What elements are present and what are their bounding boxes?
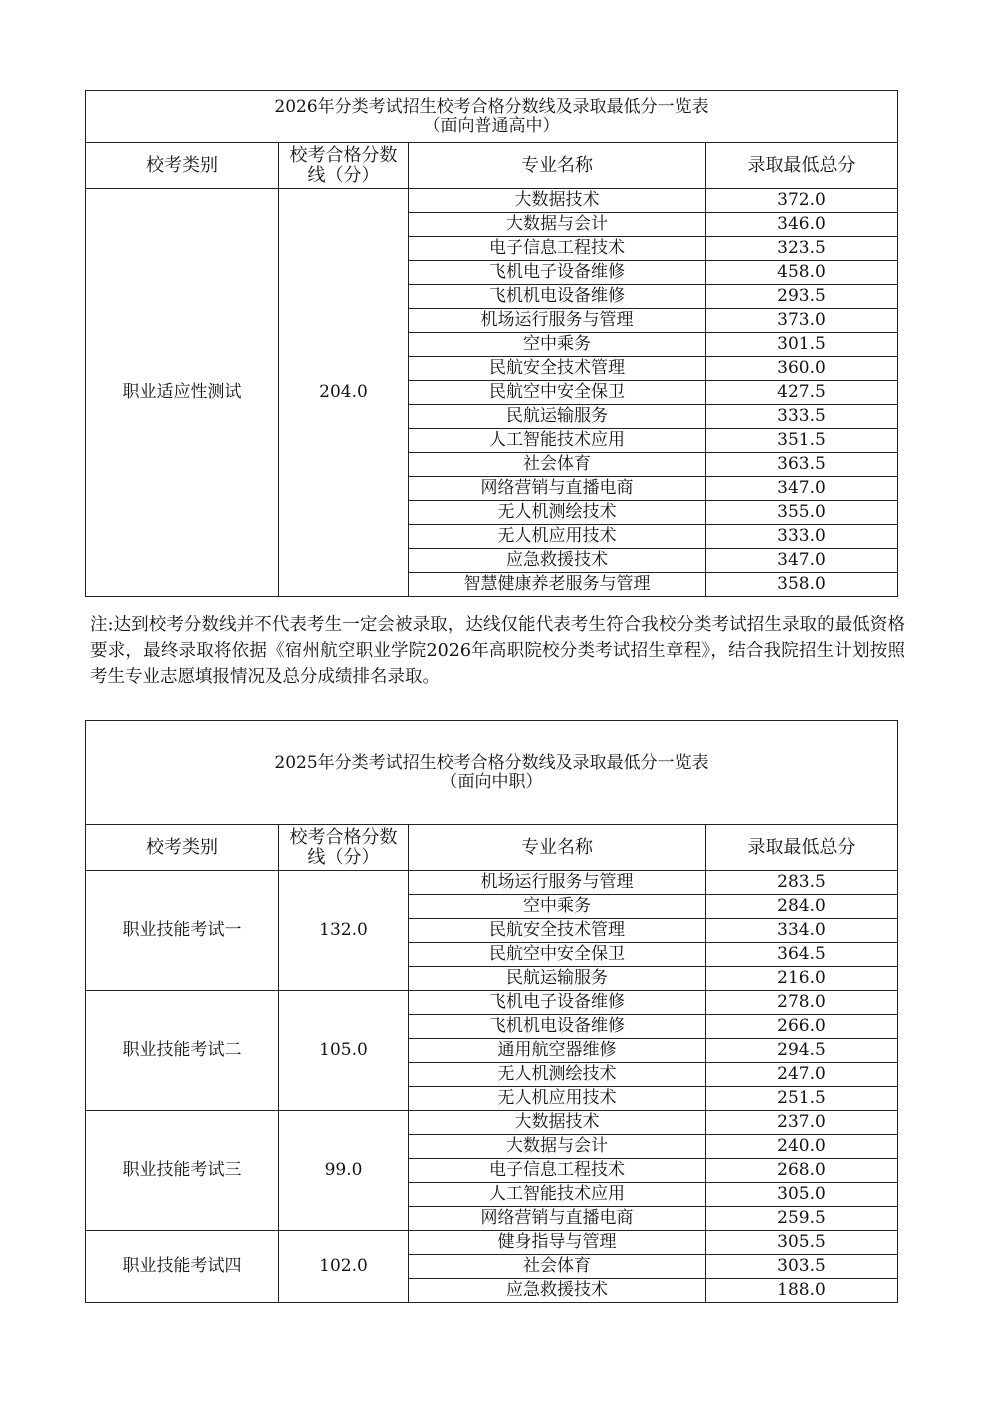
table-title: 2026年分类考试招生校考合格分数线及录取最低分一览表 <box>274 96 709 117</box>
major-cell: 飞机电子设备维修 <box>409 991 706 1015</box>
table-row <box>86 189 898 213</box>
major-cell: 社会体育 <box>409 1255 706 1279</box>
major-cell: 民航安全技术管理 <box>409 357 706 381</box>
min-score-cell: 351.5 <box>706 429 898 453</box>
major-cell: 大数据技术 <box>409 189 706 213</box>
major-cell: 民航安全技术管理 <box>409 919 706 943</box>
major-cell: 飞机机电设备维修 <box>409 285 706 309</box>
category-cell: 职业技能考试三 <box>86 1111 279 1231</box>
min-score-cell: 305.5 <box>706 1231 898 1255</box>
min-score-cell: 216.0 <box>706 967 898 991</box>
major-cell: 空中乘务 <box>409 333 706 357</box>
table-row <box>86 1231 898 1255</box>
major-cell: 无人机应用技术 <box>409 525 706 549</box>
min-score-cell: 303.5 <box>706 1255 898 1279</box>
major-cell: 人工智能技术应用 <box>409 1183 706 1207</box>
header-min-score: 录取最低总分 <box>706 825 898 871</box>
major-cell: 无人机测绘技术 <box>409 501 706 525</box>
table-row <box>86 991 898 1015</box>
min-score-cell: 360.0 <box>706 357 898 381</box>
major-cell: 飞机机电设备维修 <box>409 1015 706 1039</box>
min-score-cell: 247.0 <box>706 1063 898 1087</box>
header-category: 校考类别 <box>86 825 279 871</box>
major-cell: 空中乘务 <box>409 895 706 919</box>
min-score-cell: 188.0 <box>706 1279 898 1303</box>
major-cell: 机场运行服务与管理 <box>409 309 706 333</box>
note-text: 注:达到校考分数线并不代表考生一定会被录取，达线仅能代表考生符合我校分类考试招生录取的最低资格要求，最终录取将依据《宿州航空职业学院2026年高职院校分类考试招生章程》，结合我院招生计划按照考生专业志愿填报情况及总分成绩排名录取。 <box>90 615 905 687</box>
pass-score-cell: 132.0 <box>279 871 409 991</box>
min-score-cell: 347.0 <box>706 477 898 501</box>
min-score-cell: 283.5 <box>706 871 898 895</box>
min-score-cell: 237.0 <box>706 1111 898 1135</box>
major-cell: 无人机测绘技术 <box>409 1063 706 1087</box>
min-score-cell: 427.5 <box>706 381 898 405</box>
pass-score-cell: 105.0 <box>279 991 409 1111</box>
header-min-score: 录取最低总分 <box>706 143 898 189</box>
min-score-cell: 284.0 <box>706 895 898 919</box>
header-pass-score <box>279 825 409 871</box>
pass-score-cell: 204.0 <box>279 189 409 597</box>
major-cell: 健身指导与管理 <box>409 1231 706 1255</box>
major-cell: 民航空中安全保卫 <box>409 943 706 967</box>
min-score-cell: 240.0 <box>706 1135 898 1159</box>
major-cell: 飞机电子设备维修 <box>409 261 706 285</box>
min-score-cell: 346.0 <box>706 213 898 237</box>
major-cell: 大数据技术 <box>409 1111 706 1135</box>
min-score-cell: 458.0 <box>706 261 898 285</box>
header-pass-score-line1: 校考合格分数 <box>289 144 398 166</box>
major-cell: 电子信息工程技术 <box>409 1159 706 1183</box>
major-cell: 民航运输服务 <box>409 405 706 429</box>
min-score-cell: 293.5 <box>706 285 898 309</box>
score-table-2025 <box>85 720 898 1303</box>
major-cell: 应急救援技术 <box>409 549 706 573</box>
min-score-cell: 358.0 <box>706 573 898 597</box>
header-major: 专业名称 <box>409 825 706 871</box>
header-pass-score-line1: 校考合格分数 <box>289 826 398 848</box>
major-cell: 网络营销与直播电商 <box>409 477 706 501</box>
min-score-cell: 323.5 <box>706 237 898 261</box>
major-cell: 人工智能技术应用 <box>409 429 706 453</box>
min-score-cell: 364.5 <box>706 943 898 967</box>
min-score-cell: 372.0 <box>706 189 898 213</box>
major-cell: 网络营销与直播电商 <box>409 1207 706 1231</box>
major-cell: 电子信息工程技术 <box>409 237 706 261</box>
header-category: 校考类别 <box>86 143 279 189</box>
score-table-2026 <box>85 90 898 597</box>
major-cell: 智慧健康养老服务与管理 <box>409 573 706 597</box>
major-cell: 通用航空器维修 <box>409 1039 706 1063</box>
table-title: 2025年分类考试招生校考合格分数线及录取最低分一览表 <box>274 752 709 773</box>
major-cell: 民航空中安全保卫 <box>409 381 706 405</box>
min-score-cell: 259.5 <box>706 1207 898 1231</box>
major-cell: 大数据与会计 <box>409 1135 706 1159</box>
major-cell: 民航运输服务 <box>409 967 706 991</box>
major-cell: 机场运行服务与管理 <box>409 871 706 895</box>
major-cell: 社会体育 <box>409 453 706 477</box>
table-row <box>86 871 898 895</box>
min-score-cell: 266.0 <box>706 1015 898 1039</box>
min-score-cell: 355.0 <box>706 501 898 525</box>
min-score-cell: 334.0 <box>706 919 898 943</box>
header-pass-score-line2: 线（分） <box>307 164 380 186</box>
pass-score-cell: 99.0 <box>279 1111 409 1231</box>
pass-score-cell: 102.0 <box>279 1231 409 1303</box>
table-row <box>86 1111 898 1135</box>
min-score-cell: 278.0 <box>706 991 898 1015</box>
min-score-cell: 305.0 <box>706 1183 898 1207</box>
header-pass-score-line2: 线（分） <box>307 846 380 868</box>
category-cell: 职业适应性测试 <box>86 189 279 597</box>
major-cell: 无人机应用技术 <box>409 1087 706 1111</box>
header-pass-score <box>279 143 409 189</box>
category-cell: 职业技能考试四 <box>86 1231 279 1303</box>
min-score-cell: 294.5 <box>706 1039 898 1063</box>
min-score-cell: 347.0 <box>706 549 898 573</box>
min-score-cell: 333.5 <box>706 405 898 429</box>
min-score-cell: 301.5 <box>706 333 898 357</box>
min-score-cell: 333.0 <box>706 525 898 549</box>
table-title-cell <box>86 721 898 825</box>
header-major: 专业名称 <box>409 143 706 189</box>
major-cell: 应急救援技术 <box>409 1279 706 1303</box>
table-title-cell <box>86 91 898 143</box>
min-score-cell: 268.0 <box>706 1159 898 1183</box>
table-subtitle: （面向中职） <box>440 771 543 792</box>
min-score-cell: 363.5 <box>706 453 898 477</box>
category-cell: 职业技能考试二 <box>86 991 279 1111</box>
major-cell: 大数据与会计 <box>409 213 706 237</box>
min-score-cell: 373.0 <box>706 309 898 333</box>
table-subtitle: （面向普通高中） <box>423 115 560 136</box>
min-score-cell: 251.5 <box>706 1087 898 1111</box>
category-cell: 职业技能考试一 <box>86 871 279 991</box>
